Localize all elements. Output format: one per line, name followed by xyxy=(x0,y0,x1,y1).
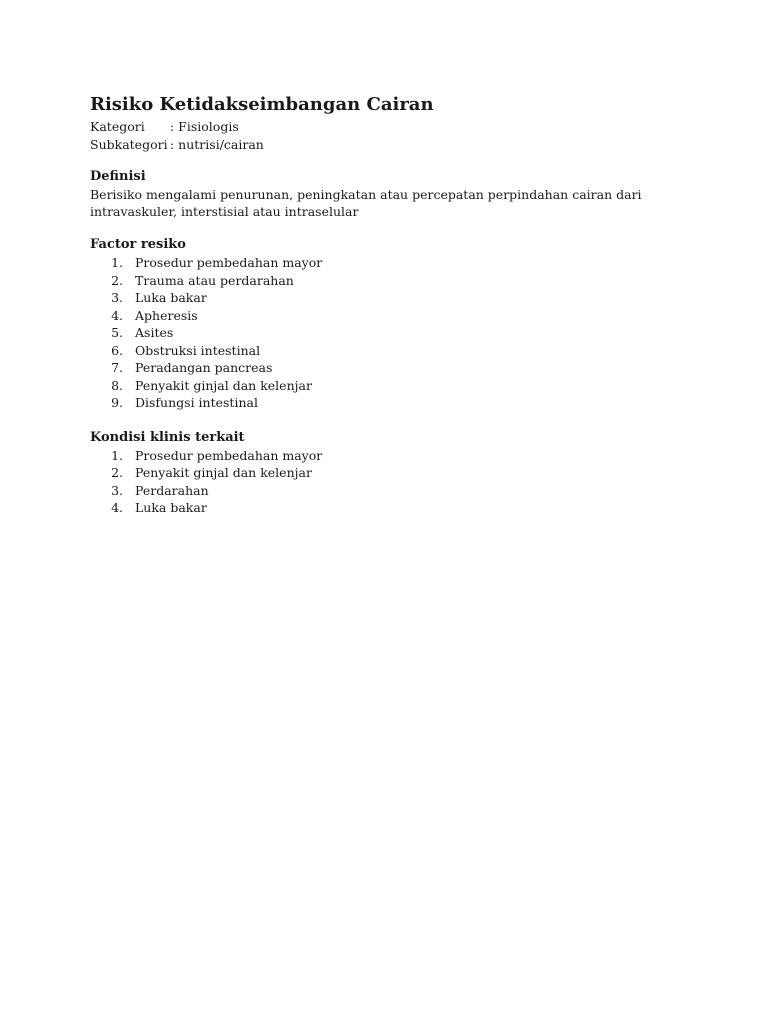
list-item xyxy=(90,307,690,325)
list-item-text: Trauma atau perdarahan xyxy=(135,272,294,288)
list-number: 6. xyxy=(111,342,123,358)
list-item xyxy=(90,289,690,307)
list-item xyxy=(90,499,690,517)
document-page xyxy=(90,94,690,517)
list-item xyxy=(90,464,690,482)
list-item xyxy=(90,254,690,272)
list-item-text: Asites xyxy=(135,325,174,340)
list-item-text: Apheresis xyxy=(135,307,198,323)
definition-text: Berisiko mengalami penurunan, peningkatan atau percepatan perpindahan cairan dari intravaskuler, interstisial atau intraselular xyxy=(90,187,642,219)
list-number: 3. xyxy=(111,290,123,305)
list-number: 2. xyxy=(111,465,123,480)
list-item-text: Perdarahan xyxy=(135,482,209,498)
list-item xyxy=(90,394,690,412)
spacer xyxy=(90,412,690,429)
list-number: 8. xyxy=(111,377,123,393)
list-item xyxy=(90,272,690,290)
list-item-text: Luka bakar xyxy=(135,500,207,515)
list-number: 4. xyxy=(111,500,123,515)
meta-row-subkategori xyxy=(90,136,690,154)
meta-value: : nutrisi/cairan xyxy=(170,136,264,152)
list-number: 3. xyxy=(111,482,123,498)
clinical-conditions-list xyxy=(90,447,690,517)
list-item-text: Prosedur pembedahan mayor xyxy=(135,255,323,270)
list-number: 7. xyxy=(111,360,123,375)
clinical-conditions-heading: Kondisi klinis terkait xyxy=(90,429,245,445)
list-number: 1. xyxy=(111,447,123,463)
meta-row-kategori xyxy=(90,118,690,136)
list-number: 4. xyxy=(111,307,123,323)
list-item-text: Penyakit ginjal dan kelenjar xyxy=(135,377,312,393)
list-item xyxy=(90,359,690,377)
meta-value: : Fisiologis xyxy=(170,119,239,134)
list-item xyxy=(90,482,690,500)
list-number: 2. xyxy=(111,272,123,288)
list-item-text: Obstruksi intestinal xyxy=(135,342,261,358)
list-number: 9. xyxy=(111,395,123,410)
definition-heading: Definisi xyxy=(90,169,146,184)
document-title: Risiko Ketidakseimbangan Cairan xyxy=(90,94,434,115)
list-number: 1. xyxy=(111,255,123,270)
list-item xyxy=(90,377,690,395)
list-item-text: Luka bakar xyxy=(135,290,207,305)
list-item-text: Disfungsi intestinal xyxy=(135,395,258,410)
risk-factors-heading: Factor resiko xyxy=(90,237,186,252)
list-item-text: Peradangan pancreas xyxy=(135,360,273,375)
spacer xyxy=(90,220,690,236)
risk-factors-list xyxy=(90,254,690,412)
list-item xyxy=(90,447,690,465)
list-item xyxy=(90,342,690,360)
list-item-text: Penyakit ginjal dan kelenjar xyxy=(135,465,312,480)
meta-label: Subkategori xyxy=(90,136,168,152)
meta-label: Kategori xyxy=(90,119,145,134)
spacer xyxy=(90,153,690,168)
list-item-text: Prosedur pembedahan mayor xyxy=(135,447,323,463)
list-number: 5. xyxy=(111,325,123,340)
list-item xyxy=(90,324,690,342)
